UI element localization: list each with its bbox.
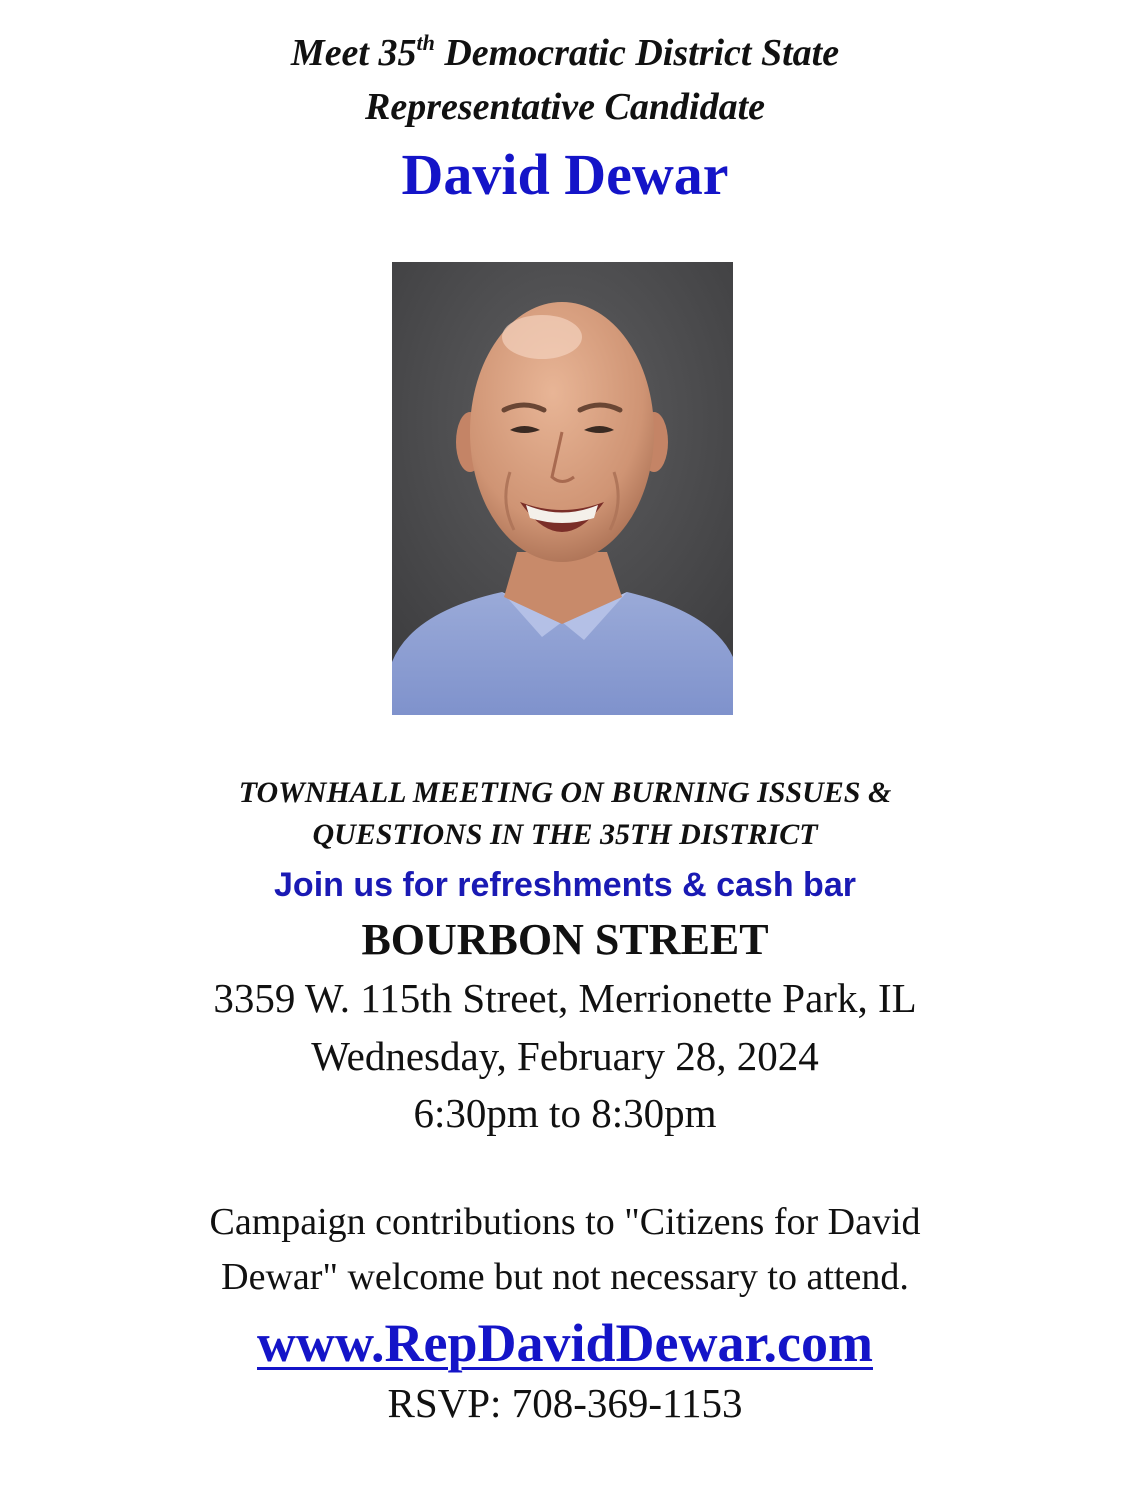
join-line: Join us for refreshments & cash bar (274, 866, 856, 904)
townhall-line-2: QUESTIONS IN THE 35TH DISTRICT (312, 818, 818, 851)
intro-meet-prefix: Meet 35 (290, 32, 417, 74)
contribution-line-2: Dewar" welcome but not necessary to attend. (221, 1256, 909, 1298)
candidate-portrait (392, 262, 733, 715)
intro-meet-rest: Democratic District State (434, 32, 840, 74)
townhall-line-1: TOWNHALL MEETING ON BURNING ISSUES & (238, 776, 892, 809)
rsvp-phone: RSVP: 708-369-1153 (387, 1380, 743, 1426)
intro-line-2: Representative Candidate (364, 86, 766, 128)
venue-name: BOURBON STREET (361, 915, 769, 964)
candidate-name: David Dewar (401, 142, 729, 207)
intro-ordinal-suffix: th (416, 30, 435, 55)
intro-line-1 (0, 26, 1130, 80)
contribution-line-1: Campaign contributions to "Citizens for David (209, 1201, 921, 1243)
venue-address: 3359 W. 115th Street, Merrionette Park, IL (213, 975, 917, 1021)
website-link[interactable]: www.RepDavidDewar.com (257, 1313, 873, 1373)
event-time: 6:30pm to 8:30pm (413, 1090, 717, 1136)
website (0, 1310, 1130, 1376)
event-date: Wednesday, February 28, 2024 (311, 1033, 819, 1079)
